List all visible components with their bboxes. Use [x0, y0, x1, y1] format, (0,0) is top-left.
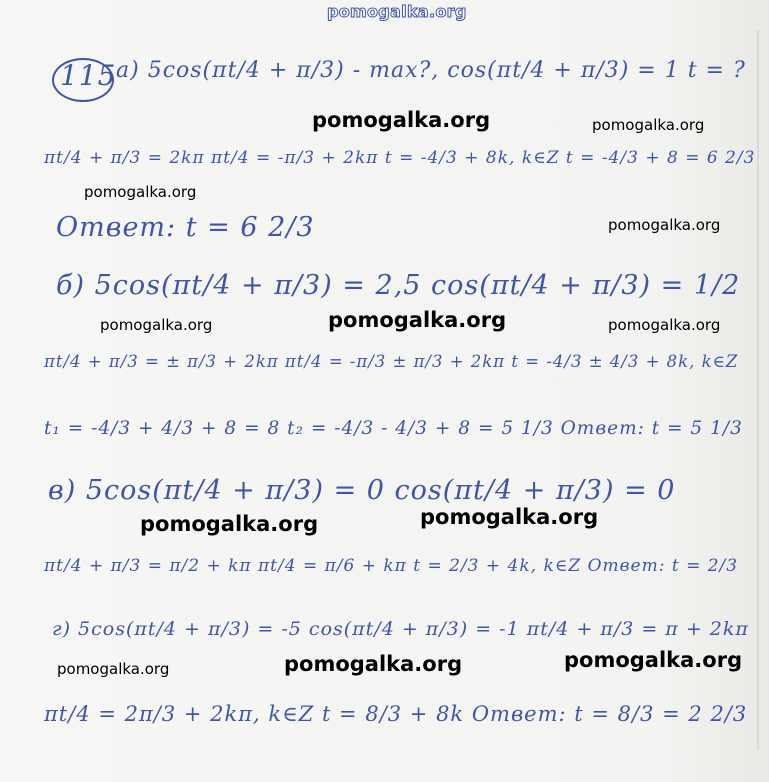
watermark: pomogalka.org: [608, 316, 721, 334]
solution-line-d-statement: г) 5cos(πt/4 + π/3) = -5 cos(πt/4 + π/3) = -1 πt/4 + π/3 = π + 2kπ: [52, 618, 749, 640]
watermark: pomogalka.org: [608, 216, 721, 234]
site-header-watermark: pomogalka.org: [327, 2, 467, 21]
solution-line-c-answer: πt/4 + π/3 = π/2 + kπ πt/4 = π/6 + kπ t = 2/3 + 4k, k∈Z Ответ: t = 2/3: [44, 556, 739, 576]
watermark: pomogalka.org: [564, 648, 743, 672]
watermark: pomogalka.org: [592, 116, 705, 134]
solution-line-a-equation: πt/4 + π/3 = 2kπ πt/4 = -π/3 + 2kπ t = -4/3 + 8k, k∈Z t = -4/3 + 8 = 6 2/3: [44, 148, 756, 168]
watermark: pomogalka.org: [284, 652, 463, 676]
watermark: pomogalka.org: [312, 108, 491, 132]
problem-number: 115: [60, 59, 117, 92]
solution-line-d-answer: πt/4 = 2π/3 + 2kπ, k∈Z t = 8/3 + 8k Ответ: t = 8/3 = 2 2/3: [44, 702, 748, 726]
watermark: pomogalka.org: [420, 505, 599, 529]
watermark: pomogalka.org: [57, 660, 170, 678]
solution-line-b-equation: πt/4 + π/3 = ± π/3 + 2kπ πt/4 = -π/3 ± π/3 + 2kπ t = -4/3 ± 4/3 + 8k, k∈Z: [44, 352, 739, 371]
solution-line-b-statement: б) 5cos(πt/4 + π/3) = 2,5 cos(πt/4 + π/3) = 1/2: [56, 270, 741, 301]
watermark: pomogalka.org: [84, 183, 197, 201]
watermark: pomogalka.org: [100, 316, 213, 334]
page-edge-shadow: [757, 30, 759, 750]
solution-line-c-statement: в) 5cos(πt/4 + π/3) = 0 cos(πt/4 + π/3) = 0: [48, 475, 676, 506]
solution-line-a-statement: а) 5cos(πt/4 + π/3) - max?, cos(πt/4 + π/3) = 1 t = ?: [116, 58, 746, 83]
solution-line-a-answer: Ответ: t = 6 2/3: [56, 212, 315, 243]
solution-line-b-answer: t₁ = -4/3 + 4/3 + 8 = 8 t₂ = -4/3 - 4/3 + 8 = 5 1/3 Ответ: t = 5 1/3: [44, 418, 743, 439]
watermark: pomogalka.org: [328, 308, 507, 332]
watermark: pomogalka.org: [140, 512, 319, 536]
